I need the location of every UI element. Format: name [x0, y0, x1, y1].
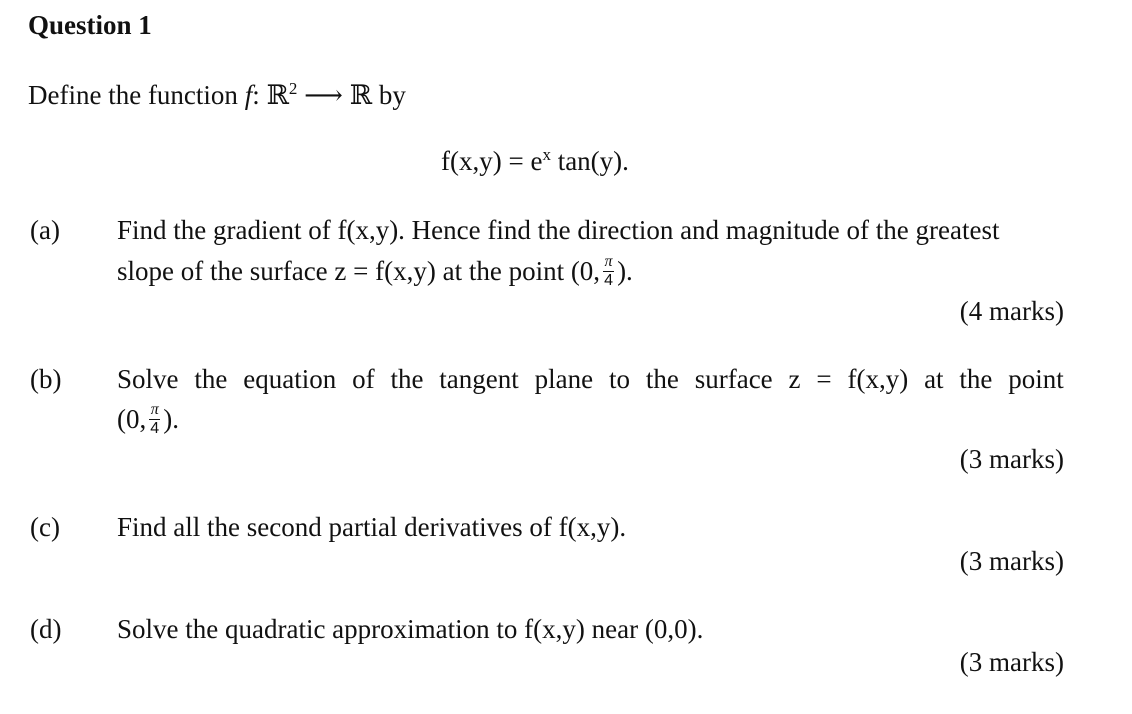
part-b-marks: (3 marks) [959, 444, 1064, 474]
part-a-marks: (4 marks) [959, 296, 1064, 326]
fraction-denominator: 4 [150, 420, 160, 438]
part-d-marks: (3 marks) [959, 647, 1064, 677]
part-a-label: (a) [30, 215, 60, 245]
part-b-word: point [1008, 364, 1064, 394]
part-b-word: to [608, 364, 630, 394]
part-b-word: f(x,y) [847, 364, 909, 394]
part-b-word: z [788, 364, 801, 394]
fraction-denominator: 4 [604, 272, 614, 290]
fraction-numerator: π [604, 253, 613, 271]
part-b-word: the [194, 364, 228, 394]
part-b-word: at [924, 364, 944, 394]
part-b-word: tangent [439, 364, 519, 394]
part-b-word: Solve [117, 364, 179, 394]
part-b-line-2-suffix: ). [163, 404, 179, 434]
pi-over-four-fraction [603, 254, 614, 289]
part-b-word: surface [694, 364, 773, 394]
fraction-numerator: π [150, 401, 159, 419]
part-a-line-2 [117, 253, 633, 291]
intro-domain-exponent: 2 [288, 79, 298, 98]
part-b-word: = [816, 364, 832, 394]
part-b-line-1 [117, 364, 1064, 395]
intro-function-symbol: f [244, 80, 253, 110]
part-b-word: of [352, 364, 375, 394]
part-b-word: plane [534, 364, 594, 394]
part-a-line-2-prefix: slope of the surface z = f(x,y) at the point (0, [117, 256, 601, 286]
intro-codomain: ℝ by [349, 80, 406, 110]
intro-prefix: Define the function [28, 80, 238, 110]
part-b-word: the [645, 364, 679, 394]
part-c-label: (c) [30, 512, 60, 542]
part-c-line-1: Find all the second partial derivatives of f(x,y). [117, 512, 627, 542]
part-b-word: the [959, 364, 993, 394]
part-b-line-2 [117, 401, 179, 439]
part-c-marks: (3 marks) [959, 546, 1064, 576]
definition-exponent: x [542, 145, 551, 164]
part-d-line-1: Solve the quadratic approximation to f(x,y) near (0,0). [117, 614, 704, 644]
pi-over-four-fraction [149, 402, 160, 437]
part-d-label: (d) [30, 614, 62, 644]
part-a-line-2-suffix: ). [617, 256, 633, 286]
function-intro [28, 80, 406, 111]
part-a-line-1: Find the gradient of f(x,y). Hence find the direction and magnitude of the greatest [117, 215, 1000, 245]
question-title: Question 1 [28, 10, 152, 40]
intro-domain: : ℝ [252, 80, 289, 110]
function-definition [441, 146, 629, 177]
definition-rhs: tan(y). [550, 146, 629, 176]
part-b-word: equation [243, 364, 337, 394]
part-b-word: the [390, 364, 424, 394]
part-b-line-2-prefix: (0, [117, 404, 147, 434]
definition-lhs: f(x,y) = e [441, 146, 543, 176]
intro-arrow: ⟶ [304, 80, 343, 110]
part-b-label: (b) [30, 364, 62, 394]
